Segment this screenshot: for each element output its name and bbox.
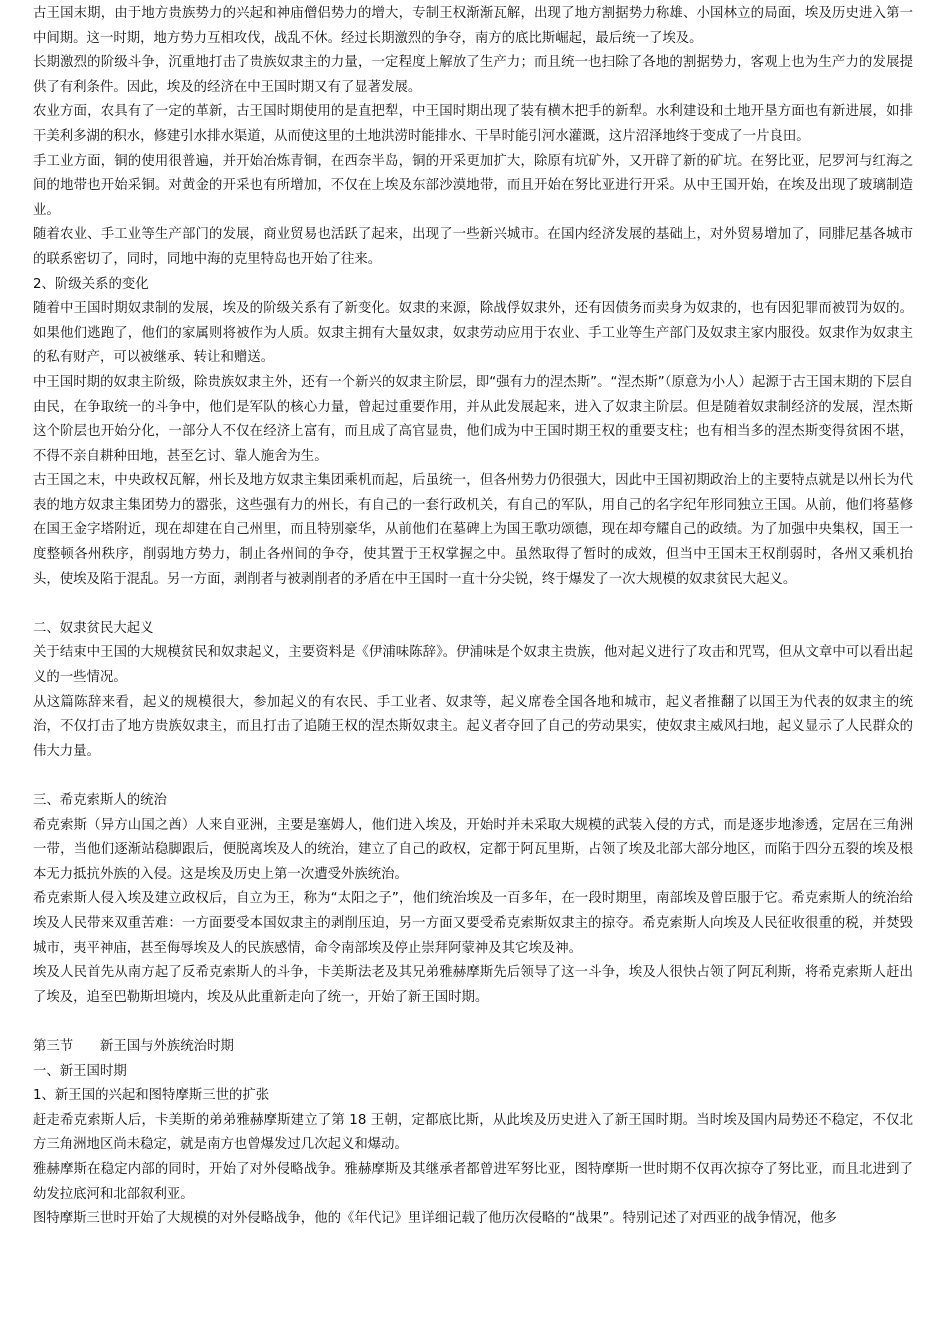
section-heading-uprising: 二、奴隶贫民大起义	[33, 620, 154, 636]
document-page	[33, 0, 913, 1232]
paragraph-13: 埃及人民首先从南方起了反希克索斯人的斗争，卡美斯法老及其兄弟雅赫摩斯先后领导了这一斗争，埃及人很快占领了阿瓦利斯，将希克索斯人赶出了埃及，追至巴勒斯坦境内，埃及从此重新走向了统一，开始了新王国时期。	[33, 965, 913, 1005]
section-heading-hyksos: 三、希克索斯人的统治	[33, 793, 167, 808]
paragraph-6: 随着中王国时期奴隶制的发展，埃及的阶级关系有了新变化。奴隶的来源，除战俘奴隶外，还有因债务而卖身为奴隶的，也有因犯罪而被罚为奴的。如果他们逃跑了，他们的家属则将被作为人质。奴隶主拥有大量奴隶，奴隶劳动应用于农业、手工业等生产部门及奴隶主家内服役。奴隶作为奴隶主的私有财产，可以被继承、转让和赠送。	[33, 301, 913, 366]
section-heading-class-relations: 2、阶级关系的变化	[33, 276, 149, 292]
paragraph-1: 古王国末期，由于地方贵族势力的兴起和神庙僧侣势力的增大，专制王权渐渐瓦解，出现了地方割据势力称雄、小国林立的局面，埃及历史进入第一中间期。这一时期，地方势力互相攻伐，战乱不休。经过长期激烈的争夺，南方的底比斯崛起，最后统一了埃及。	[33, 6, 913, 46]
paragraph-8: 古王国之末，中央政权瓦解，州长及地方奴隶主集团乘机而起，后虽统一，但各州势力仍很强大，因此中王国初期政治上的主要特点就是以州长为代表的地方奴隶主集团势力的嚣张，这些强有力的州长，有自己的一套行政机关，有自己的军队，用自己的名字纪年形同独立王国。从前，他们将墓修在国王金字塔附近，现在却建在自己州里，而且特别豪华，从前他们在墓碑上为国王歌功颂德，现在却夸耀自己的政绩。为了加强中央集权，国王一度整顿各州秩序，削弱地方势力，制止各州间的争夺，使其置于王权掌握之中。虽然取得了暂时的成效，但当中王国末王权削弱时，各州又乘机抬头，使埃及陷于混乱。另一方面，剥削者与被剥削者的矛盾在中王国时一直十分尖锐，终于爆发了一次大规模的奴隶贫民大起义。	[33, 473, 913, 587]
paragraph-14: 赶走希克索斯人后，卡美斯的弟弟雅赫摩斯建立了第 18 王朝，定都底比斯，从此埃及历史进入了新王国时期。当时埃及国内局势还不稳定，不仅北方三角洲地区尚未稳定，就是南方也曾爆发过几次起义和爆动。	[33, 1112, 913, 1153]
paragraph-3: 农业方面，农具有了一定的革新，古王国时期使用的是直把犁，中王国时期出现了装有横木把手的新犁。水利建设和土地开垦方面也有新进展，如排干美利多湖的积水，修建引水排水渠道，从而使这里的土地洪涝时能排水、干旱时能引河水灌溉，这片沼泽地终于变成了一片良田。	[33, 104, 913, 144]
paragraph-7: 中王国时期的奴隶主阶级，除贵族奴隶主外，还有一个新兴的奴隶主阶层，即“强有力的涅杰斯”。“涅杰斯”（原意为小人）起源于古王国末期的下层自由民，在争取统一的斗争中，他们是军队的核心力量，曾起过重要作用，并从此发展起来，进入了奴隶主阶层。但是随着奴隶制经济的发展，涅杰斯这个阶层也开始分化，一部分人不仅在经济上富有，而且成了高官显贵，他们成为中王国时期王权的重要支柱；也有相当多的涅杰斯变得贫困不堪，不得不亲自耕种田地，甚至乞讨、靠人施舍为生。	[33, 374, 913, 464]
blank-line	[33, 764, 913, 789]
blank-line	[33, 1010, 913, 1035]
paragraph-16: 图特摩斯三世时开始了大规模的对外侵略战争，他的《年代记》里详细记载了他历次侵略的“战果”。特别记述了对西亚的战争情况，他多	[33, 1211, 837, 1227]
paragraph-2: 长期激烈的阶级斗争，沉重地打击了贵族奴隶主的力量，一定程度上解放了生产力；而且统一也扫除了各地的割据势力，客观上也为生产力的发展提供了有利条件。因此，埃及的经济在中王国时期又有了显著发展。	[33, 55, 913, 95]
paragraph-5: 随着农业、手工业等生产部门的发展，商业贸易也活跃了起来，出现了一些新兴城市。在国内经济发展的基础上，对外贸易增加了，同腓尼基各城市的联系密切了，同时，同地中海的克里特岛也开始了往来。	[33, 227, 913, 267]
paragraph-15: 雅赫摩斯在稳定内部的同时，开始了对外侵略战争。雅赫摩斯及其继承者都曾进军努比亚，图特摩斯一世时期不仅再次掠夺了努比亚，而且北进到了幼发拉底河和北部叙利亚。	[33, 1161, 913, 1202]
chapter-heading-section-3: 第三节 新王国与外族统治时期	[33, 1038, 234, 1054]
blank-line	[33, 592, 913, 617]
paragraph-11: 希克索斯（异方山国之酋）人来自亚洲，主要是塞姆人，他们进入埃及，开始时并未采取大规模的武装入侵的方式，而是逐步地渗透，定居在三角洲一带，当他们逐渐站稳脚跟后，便脱离埃及人的统治，建立了自己的政权，定都于阿瓦里斯，占领了埃及北部大部分地区，而陷于四分五裂的埃及根本无力抵抗外族的入侵。这是埃及历史上第一次遭受外族统治。	[33, 817, 913, 882]
section-heading-new-kingdom: 一、新王国时期	[33, 1063, 127, 1079]
subsection-heading-rise: 1、新王国的兴起和图特摩斯三世的扩张	[33, 1088, 270, 1104]
paragraph-10: 从这篇陈辞来看，起义的规模很大，参加起义的有农民、手工业者、奴隶等，起义席卷全国各地和城市，起义者推翻了以国王为代表的奴隶主的统治，不仅打击了地方贵族奴隶主，而且打击了追随王权的涅杰斯奴隶主。起义者夺回了自己的劳动果实，使奴隶主威风扫地，起义显示了人民群众的伟大力量。	[33, 694, 913, 759]
paragraph-4: 手工业方面，铜的使用很普遍，并开始冶炼青铜，在西奈半岛，铜的开采更加扩大，除原有坑矿外，又开辟了新的矿坑。在努比亚，尼罗河与红海之间的地带也开始采铜。对黄金的开采也有所增加，不仅在上埃及东部沙漠地带，而且开始在努比亚进行开采。从中王国开始，在埃及出现了玻璃制造业。	[33, 153, 913, 218]
paragraph-9: 关于结束中王国的大规模贫民和奴隶起义，主要资料是《伊浦味陈辞》。伊浦味是个奴隶主贵族，他对起义进行了攻击和咒骂，但从文章中可以看出起义的一些情况。	[33, 645, 913, 686]
paragraph-12: 希克索斯人侵入埃及建立政权后，自立为王，称为“太阳之子”，他们统治埃及一百多年，在一段时期里，南部埃及曾臣服于它。希克索斯人的统治给埃及人民带来双重苦难：一方面要受本国奴隶主的剥削压迫，另一方面又要受希克索斯奴隶主的掠夺。希克索斯人向埃及人民征收很重的税，并焚毁城市，夷平神庙，甚至侮辱埃及人的民族感情，命令南部埃及停止崇拜阿蒙神及其它埃及神。	[33, 891, 913, 956]
